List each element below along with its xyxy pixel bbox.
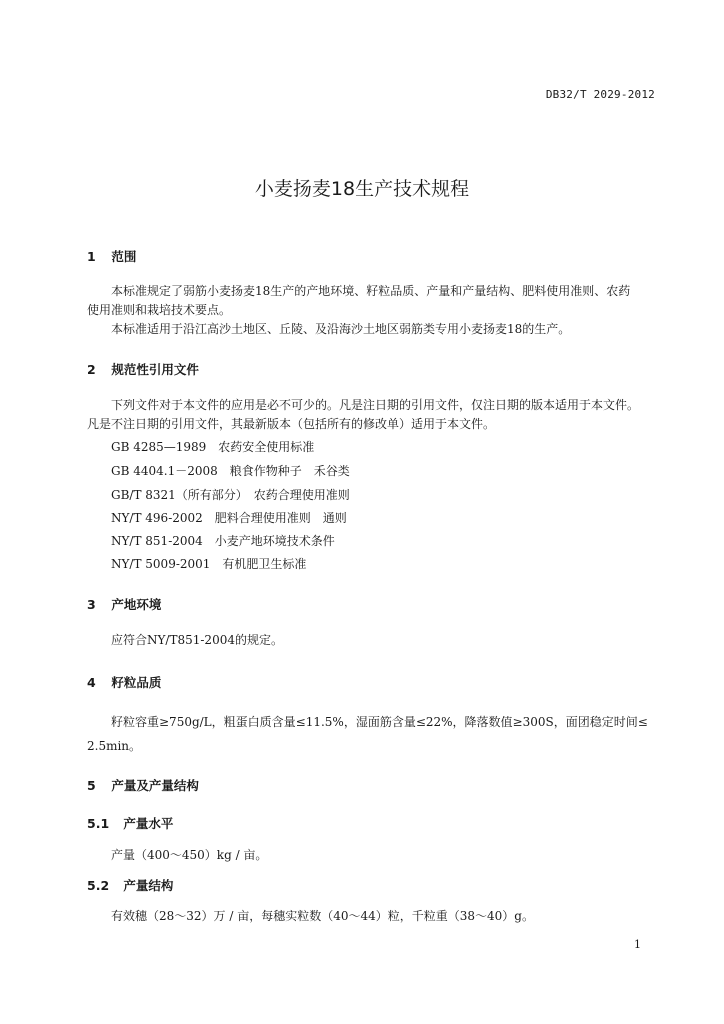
section-heading-normative-references [87,360,199,378]
reference-item: NY/T 496-2002 肥料合理使用准则 通则 [111,511,347,525]
subsection-heading-yield-structure [87,876,173,894]
reference-item: GB 4285—1989 农药安全使用标准 [111,440,315,454]
reference-item: GB/T 8321（所有部分） 农药合理使用准则 [111,488,350,502]
paragraph: 有效穗（28～32）万 / 亩，每穗实粒数（40～44）粒，千粒重（38～40）g。 [111,909,534,923]
subsection-title: 产量结构 [123,878,174,893]
section-number: 4 [87,675,96,690]
paragraph: 本标准适用于沿江高沙土地区、丘陵、及沿海沙土地区弱筋类专用小麦扬麦18的生产。 [111,322,571,336]
section-title: 规范性引用文件 [111,362,199,377]
section-number: 2 [87,362,96,377]
reference-item: GB 4404.1－2008 粮食作物种子 禾谷类 [111,464,350,478]
paragraph-line: 下列文件对于本文件的应用是必不可少的。凡是注日期的引用文件，仅注日期的版本适用于本文件。 [111,398,640,412]
document-title: 小麦扬麦18生产技术规程 [254,178,470,200]
section-heading-grain-quality [87,673,161,691]
paragraph-line: 本标准规定了弱筋小麦扬麦18生产的产地环境、籽粒品质、产量和产量结构、肥料使用准则、农药 [111,284,631,298]
paragraph-line: 凡是不注日期的引用文件，其最新版本（包括所有的修改单）适用于本文件。 [87,417,496,431]
subsection-number: 5.1 [87,816,110,831]
paragraph-line: 籽粒容重≥750g/L，粗蛋白质含量≤11.5%，湿面筋含量≤22%，降落数值≥300S，面团稳定时间≤ [111,715,648,729]
reference-item: NY/T 851-2004 小麦产地环境技术条件 [111,534,335,548]
paragraph-line: 使用准则和栽培技术要点。 [87,303,232,317]
section-number: 5 [87,778,96,793]
section-heading-scope [87,247,136,265]
page-number: 1 [634,938,641,951]
section-heading-environment [87,595,161,613]
paragraph: 应符合NY/T851-2004的规定。 [111,633,283,647]
section-heading-yield [87,776,199,794]
section-number: 1 [87,249,96,264]
section-title: 范围 [111,249,137,264]
section-title: 籽粒品质 [111,675,162,690]
subsection-heading-yield-level [87,814,173,832]
paragraph-line: 2.5min。 [87,739,142,753]
section-title: 产量及产量结构 [111,778,199,793]
subsection-number: 5.2 [87,878,110,893]
reference-item: NY/T 5009-2001 有机肥卫生标准 [111,557,307,571]
document-code: DB32/T 2029-2012 [545,88,655,101]
section-title: 产地环境 [111,597,162,612]
section-number: 3 [87,597,96,612]
paragraph: 产量（400～450）kg / 亩。 [111,848,268,862]
subsection-title: 产量水平 [123,816,174,831]
